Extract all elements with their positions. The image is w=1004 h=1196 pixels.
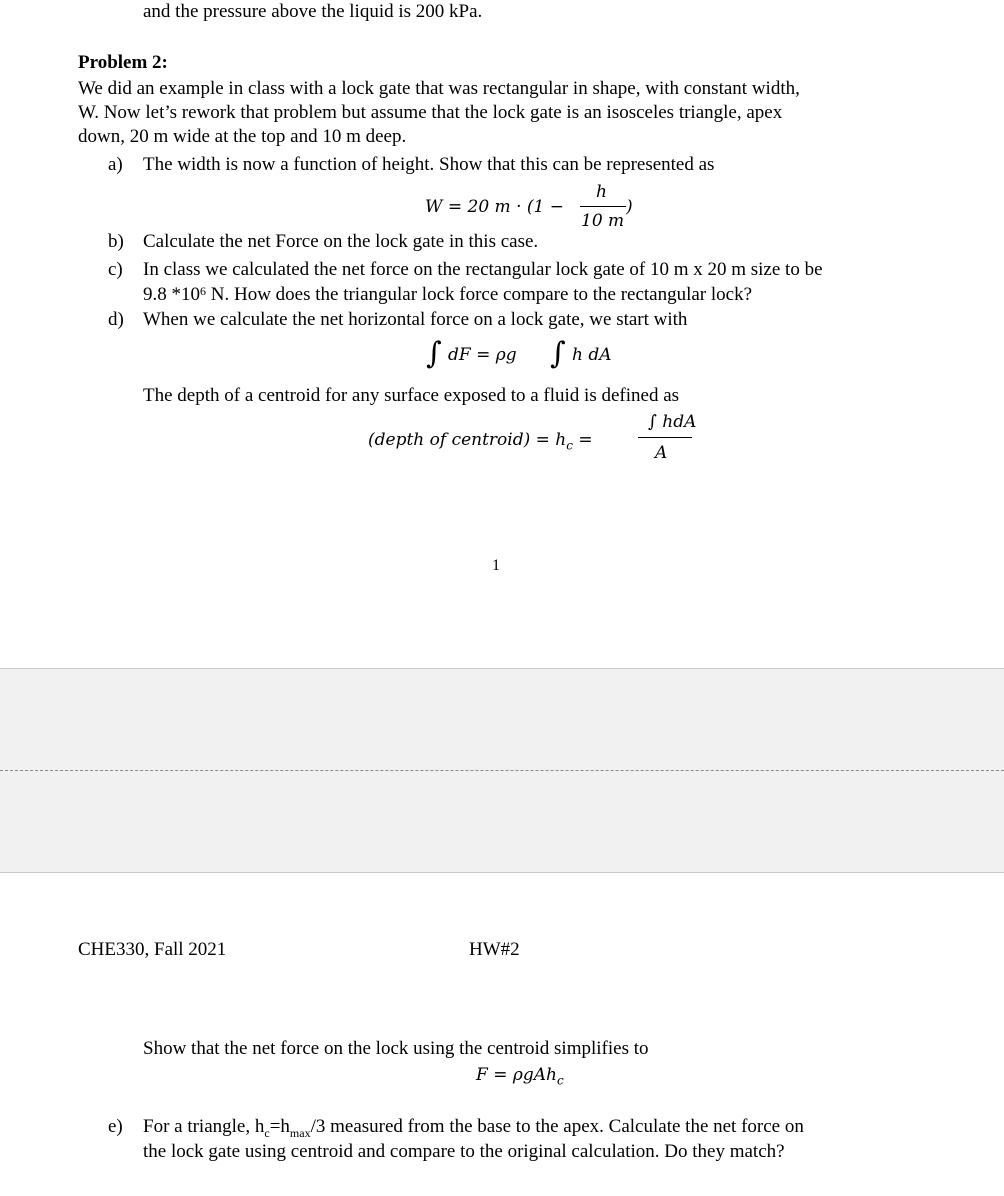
part-e-text-a: For a triangle, h bbox=[143, 1116, 265, 1137]
part-c-line-2 bbox=[143, 283, 752, 307]
part-c-exponent: 6 bbox=[200, 284, 206, 298]
eq-centroid-denominator: A bbox=[655, 443, 668, 463]
header-center: HW#2 bbox=[469, 939, 520, 960]
page-2-top-edge bbox=[0, 872, 1004, 873]
eq-width-close: ) bbox=[626, 197, 633, 217]
part-a-label: a) bbox=[108, 154, 123, 175]
header-left: CHE330, Fall 2021 bbox=[78, 939, 227, 960]
part-e-label: e) bbox=[108, 1116, 123, 1137]
intro-line-3: down, 20 m wide at the top and 10 m deep. bbox=[78, 126, 407, 147]
show-text: Show that the net force on the lock using the centroid simplifies to bbox=[143, 1038, 649, 1059]
top-line: and the pressure above the liquid is 200 kPa. bbox=[143, 1, 483, 22]
centroid-text: The depth of a centroid for any surface exposed to a fluid is defined as bbox=[143, 385, 680, 406]
part-e-line-2: the lock gate using centroid and compare to the original calculation. Do they match? bbox=[143, 1141, 785, 1162]
eq-centroid-numerator: ∫ hdA bbox=[648, 412, 697, 432]
eq-width-lhs: W = 20 m · (1 − bbox=[425, 197, 564, 217]
part-e-text-b: =h bbox=[269, 1116, 290, 1137]
integral-sign-right: ∫ bbox=[550, 336, 566, 371]
part-e-sub-c: c bbox=[264, 1125, 270, 1140]
eq-force-text: F = ρgAh bbox=[476, 1065, 557, 1085]
problem-title: Problem 2: bbox=[78, 52, 168, 73]
eq-centroid-equals: = bbox=[572, 430, 593, 450]
eq-centroid-sub: c bbox=[566, 438, 573, 453]
part-c-question: N. How does the triangular lock force compare to the rectangular lock? bbox=[206, 284, 753, 305]
eq-centroid-lhs-text: (depth of centroid) = h bbox=[368, 430, 567, 450]
part-d-label: d) bbox=[108, 309, 124, 330]
page-number: 1 bbox=[492, 557, 500, 574]
intro-line-2: W. Now let’s rework that problem but assume that the lock gate is an isosceles triangle, apex bbox=[78, 102, 783, 123]
part-e-sub-max: max bbox=[289, 1125, 311, 1140]
part-c-label: c) bbox=[108, 259, 123, 280]
part-e-text-c: /3 measured from the base to the apex. Calculate the net force on bbox=[310, 1116, 804, 1137]
eq-integral-left: dF = ρg bbox=[448, 345, 517, 365]
eq-width-denominator: 10 m bbox=[581, 211, 625, 231]
page-break-dashed-line bbox=[0, 770, 1004, 771]
intro-line-1: We did an example in class with a lock gate that was rectangular in shape, with constant width, bbox=[78, 78, 800, 99]
part-b-label: b) bbox=[108, 231, 124, 252]
part-c-line-1: In class we calculated the net force on the rectangular lock gate of 10 m x 20 m size to be bbox=[143, 259, 823, 280]
eq-integral-right: h dA bbox=[572, 345, 612, 365]
integral-sign-left: ∫ bbox=[426, 336, 442, 371]
eq-centroid-fraction-bar bbox=[638, 437, 692, 438]
part-a-text: The width is now a function of height. Show that this can be represented as bbox=[143, 154, 715, 175]
part-b-text: Calculate the net Force on the lock gate in this case. bbox=[143, 231, 539, 252]
eq-width-numerator: h bbox=[596, 182, 607, 202]
part-c-value: 9.8 *10 bbox=[143, 284, 200, 305]
eq-force bbox=[476, 1063, 564, 1092]
part-d-text: When we calculate the net horizontal force on a lock gate, we start with bbox=[143, 309, 688, 330]
eq-width-fraction-bar bbox=[580, 206, 626, 207]
eq-force-sub: c bbox=[556, 1073, 564, 1088]
eq-centroid-lhs bbox=[368, 428, 593, 457]
